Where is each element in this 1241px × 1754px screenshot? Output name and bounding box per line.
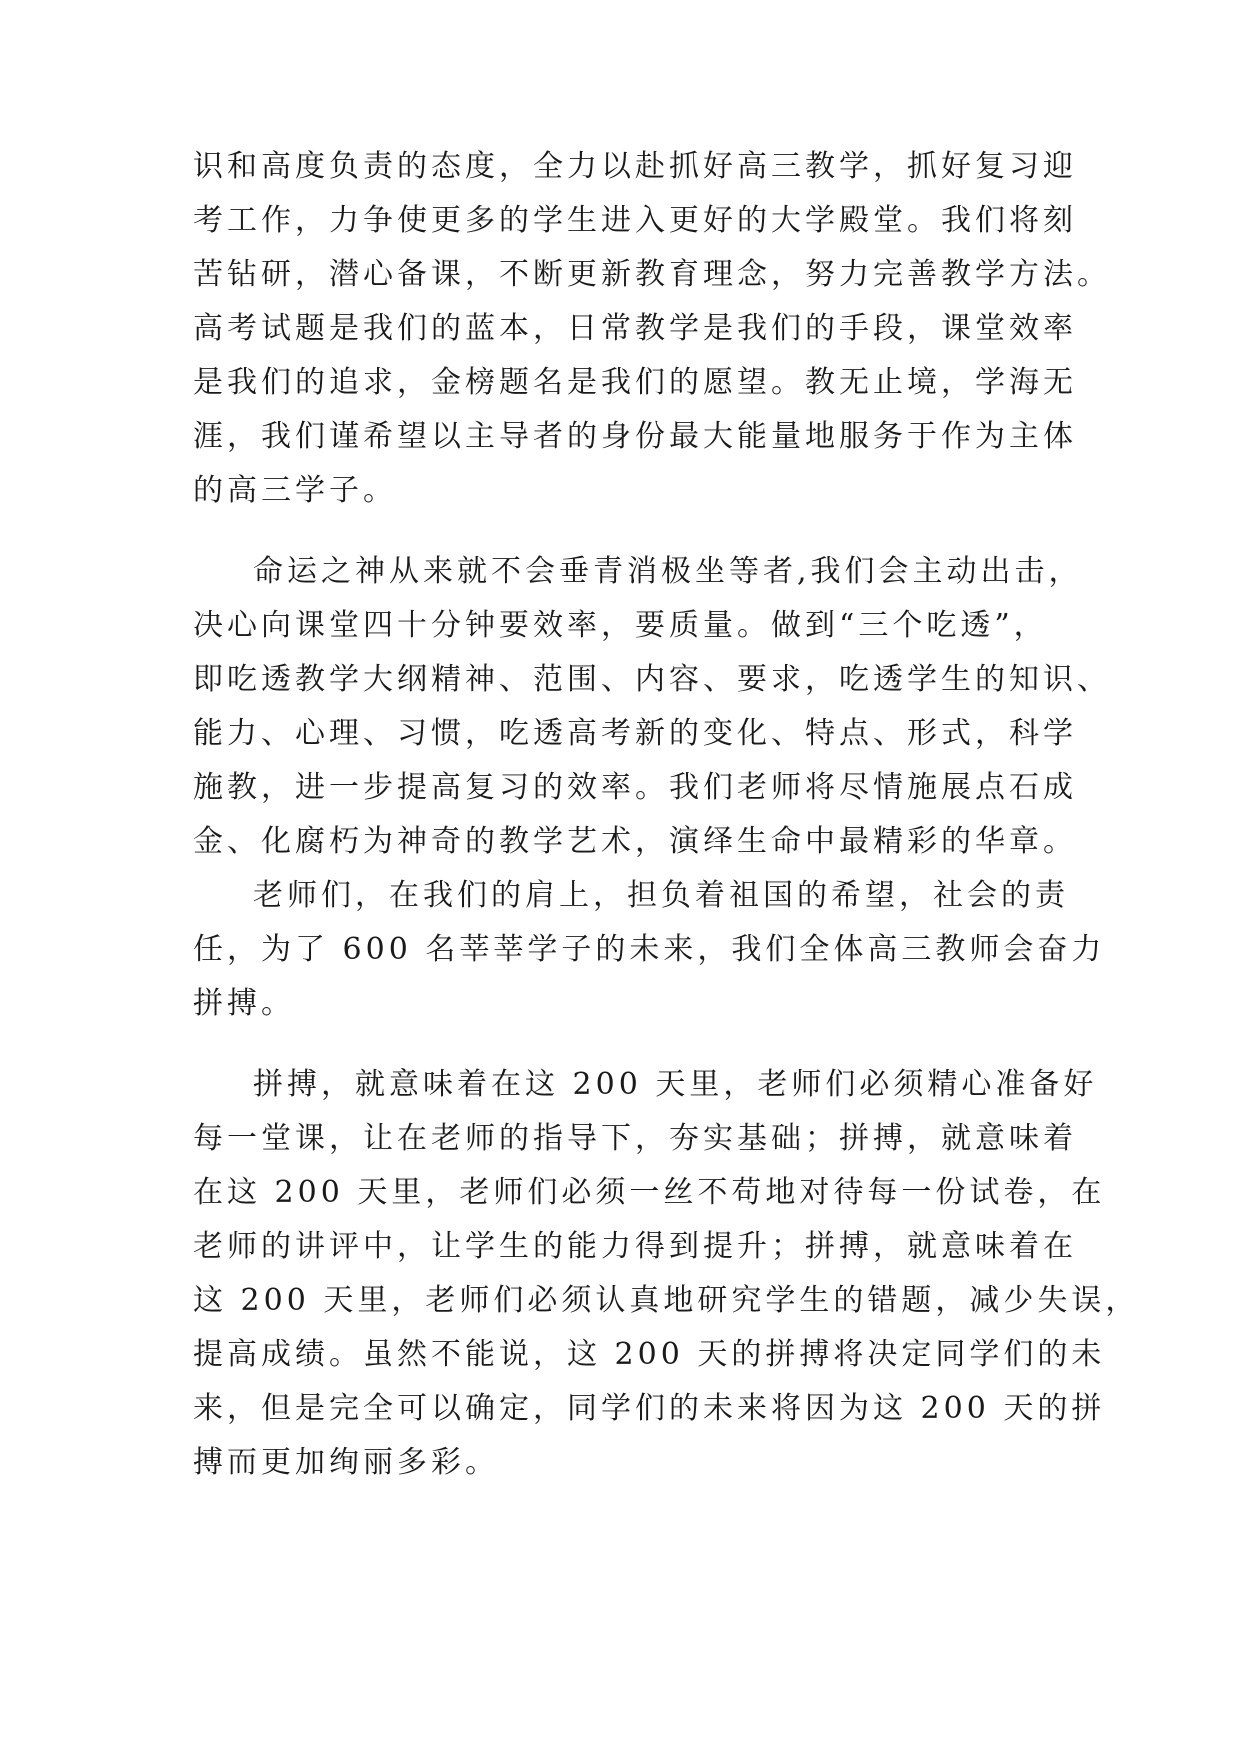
text-line: 来，但是完全可以确定，同学们的未来将因为这 200 天的拼 (193, 1391, 1106, 1426)
text-line: 老师的讲评中，让学生的能力得到提升；拼搏，就意味着在 (193, 1229, 1077, 1264)
text-line: 搏而更加绚丽多彩。 (193, 1445, 499, 1480)
text-line: 决心向课堂四十分钟要效率，要质量。做到“三个吃透”， (193, 608, 1048, 643)
text-line: 高考试题是我们的蓝本，日常教学是我们的手段，课堂效率 (193, 311, 1077, 346)
text-line: 每一堂课，让在老师的指导下，夯实基础；拼搏，就意味着 (193, 1121, 1077, 1156)
text-line: 在这 200 天里，老师们必须一丝不苟地对待每一份试卷，在 (193, 1175, 1106, 1210)
text-line: 拼搏。 (193, 986, 295, 1021)
text-line: 金、化腐朽为神奇的教学艺术，演绎生命中最精彩的华章。 (193, 824, 1077, 859)
paragraph-first-line: 命运之神从来就不会垂青消极坐等者,我们会主动出击， (253, 554, 1083, 589)
text-line: 施教，进一步提高复习的效率。我们老师将尽情施展点石成 (193, 770, 1077, 805)
text-line: 任，为了 600 名莘莘学子的未来，我们全体高三教师会奋力 (193, 932, 1106, 967)
text-line: 考工作，力争使更多的学生进入更好的大学殿堂。我们将刻 (193, 203, 1077, 238)
text-line: 识和高度负责的态度，全力以赴抓好高三教学，抓好复习迎 (193, 149, 1077, 184)
paragraph-first-line: 老师们，在我们的肩上，担负着祖国的希望，社会的责 (253, 878, 1069, 913)
text-line: 涯，我们谨希望以主导者的身份最大能量地服务于作为主体 (193, 419, 1077, 454)
text-line: 苦钻研，潜心备课，不断更新教育理念，努力完善教学方法。 (193, 257, 1111, 292)
text-line: 这 200 天里，老师们必须认真地研究学生的错题，减少失误， (193, 1283, 1140, 1318)
text-line: 能力、心理、习惯，吃透高考新的变化、特点、形式，科学 (193, 716, 1077, 751)
paragraph-first-line: 拼搏，就意味着在这 200 天里，老师们必须精心准备好 (253, 1067, 1098, 1102)
text-line: 的高三学子。 (193, 473, 397, 508)
text-line: 即吃透教学大纲精神、范围、内容、要求，吃透学生的知识、 (193, 662, 1111, 697)
text-line: 是我们的追求，金榜题名是我们的愿望。教无止境，学海无 (193, 365, 1077, 400)
text-line: 提高成绩。虽然不能说，这 200 天的拼搏将决定同学们的未 (193, 1337, 1106, 1372)
